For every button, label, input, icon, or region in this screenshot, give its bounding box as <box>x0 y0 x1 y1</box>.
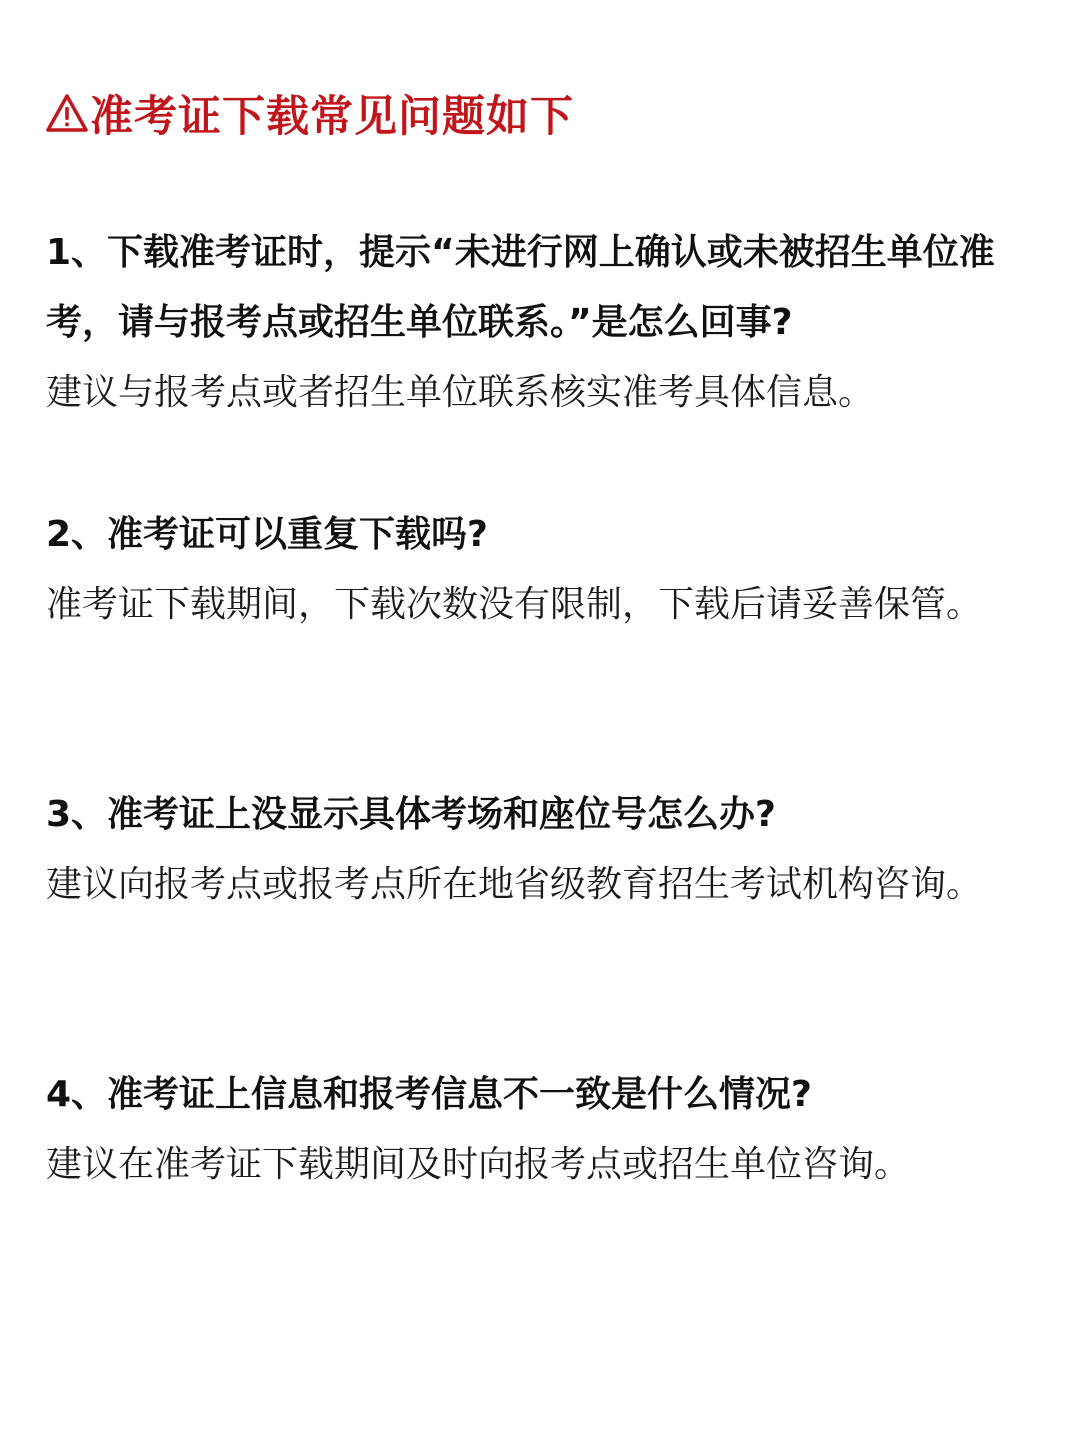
page-title <box>46 78 1034 148</box>
faq-answer-4: 建议在准考证下载期间及时向报考点或招生单位咨询。 <box>46 1144 911 1185</box>
faq-item-3 <box>46 780 1036 920</box>
warning-triangle-icon <box>46 93 88 133</box>
faq-item-4 <box>46 1060 1036 1200</box>
faq-answer-2: 准考证下载期间，下载次数没有限制，下载后请妥善保管。 <box>46 584 983 625</box>
faq-item-2 <box>46 500 1036 640</box>
faq-item-1 <box>46 218 1036 428</box>
page-title-text: 准考证下载常见问题如下 <box>90 91 574 142</box>
faq-question-2: 2、准考证可以重复下载吗? <box>46 514 488 555</box>
faq-question-4: 4、准考证上信息和报考信息不一致是什么情况? <box>46 1074 812 1115</box>
faq-question-1: 1、下载准考证时，提示“未进行网上确认或未被招生单位准考，请与报考点或招生单位联系。”是怎么回事? <box>46 232 995 343</box>
faq-answer-3: 建议向报考点或报考点所在地省级教育招生考试机构咨询。 <box>46 864 983 905</box>
faq-answer-1: 建议与报考点或者招生单位联系核实准考具体信息。 <box>46 372 875 413</box>
faq-question-3: 3、准考证上没显示具体考场和座位号怎么办? <box>46 794 776 835</box>
